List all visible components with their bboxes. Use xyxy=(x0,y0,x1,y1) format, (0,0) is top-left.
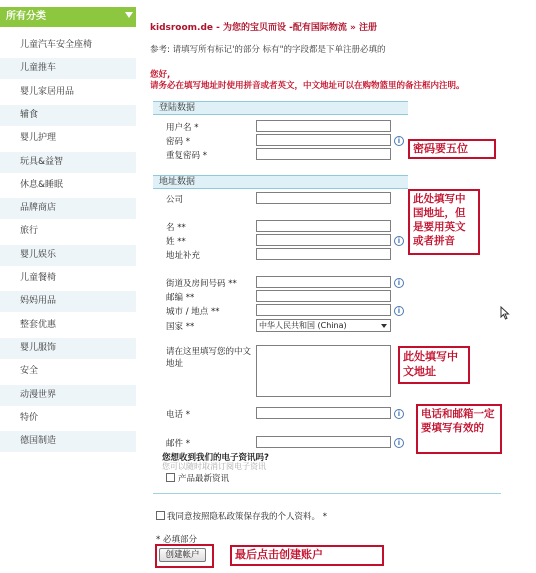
postcode-label: 邮编 ** xyxy=(166,293,195,303)
city-label: 城市 / 地点 ** xyxy=(166,307,220,317)
sidebar-item-label: 德国制造 xyxy=(20,436,57,447)
sidebar-item-label: 整套优惠 xyxy=(20,319,57,330)
repeat-password-input[interactable] xyxy=(256,148,391,160)
sidebar-item[interactable] xyxy=(0,268,136,289)
warning-message: 请务必在填写地址时使用拼音或者英文，中文地址可以在购物篮里的备注框内注明。 xyxy=(150,81,465,91)
city-input[interactable] xyxy=(256,304,391,316)
mouse-cursor-icon xyxy=(500,306,510,320)
callout-password: 密码要五位 xyxy=(408,139,496,159)
callout-address: 此处填写中国地址，但是要用英文或者拼音 xyxy=(408,189,480,255)
email-info-icon[interactable]: i xyxy=(394,438,404,448)
sidebar-item[interactable] xyxy=(0,221,136,242)
address-extra-label: 地址补充 xyxy=(166,251,201,261)
sidebar-item[interactable] xyxy=(0,408,136,429)
sidebar-item-label: 旅行 xyxy=(20,226,39,237)
country-select-value: 中华人民共和国 (China) xyxy=(259,321,347,330)
login-section-title: 登陆数据 xyxy=(159,103,196,113)
category-header[interactable] xyxy=(0,7,136,27)
sidebar-item[interactable] xyxy=(0,315,136,336)
sidebar-item-label: 特价 xyxy=(20,412,39,423)
newsletter-hint: 您可以随时取消订阅电子资讯 xyxy=(162,462,266,471)
callout-phone-email: 电话和邮箱一定要填写有效的 xyxy=(416,404,502,454)
newsletter-question: 您想收到我们的电子资讯吗? xyxy=(162,453,269,463)
address-section-title: 地址数据 xyxy=(159,177,196,187)
country-select[interactable] xyxy=(256,319,391,332)
country-label: 国家 ** xyxy=(166,322,195,332)
first-name-input[interactable] xyxy=(256,220,391,232)
password-label: 密码 * xyxy=(166,137,190,147)
phone-info-icon[interactable]: i xyxy=(394,409,404,419)
repeat-password-label: 重复密码 * xyxy=(166,151,207,161)
sidebar-item[interactable] xyxy=(0,361,136,382)
street-input[interactable] xyxy=(256,276,391,288)
create-account-button[interactable]: 创建帐户 xyxy=(159,548,206,562)
sidebar-item-label: 安全 xyxy=(20,366,39,377)
street-label: 街道及房间号码 ** xyxy=(166,279,237,289)
sidebar-item[interactable] xyxy=(0,431,136,452)
address-extra-input[interactable] xyxy=(256,248,391,260)
newsletter-checkbox[interactable] xyxy=(166,473,175,482)
password-input[interactable] xyxy=(256,134,391,146)
sidebar-item-label: 婴儿服饰 xyxy=(20,342,57,353)
address-section-header xyxy=(153,175,408,189)
username-input[interactable] xyxy=(256,120,391,132)
company-input[interactable] xyxy=(256,192,391,204)
chinese-address-textarea[interactable] xyxy=(256,345,391,397)
required-part-note: * 必填部分 xyxy=(156,535,197,545)
sidebar-item-label: 儿童推车 xyxy=(20,63,57,74)
password-info-icon[interactable]: i xyxy=(394,136,404,146)
phone-input[interactable] xyxy=(256,407,391,419)
chevron-down-icon[interactable] xyxy=(125,12,133,18)
divider xyxy=(153,493,501,494)
postcode-input[interactable] xyxy=(256,290,391,302)
phone-label: 电话 * xyxy=(166,410,190,420)
category-header-label: 所有分类 xyxy=(6,11,46,22)
sidebar-item-label: 品牌商店 xyxy=(20,203,57,214)
breadcrumb: kidsroom.de - 为您的宝贝而设 -配有国际物流 » 注册 xyxy=(150,23,377,33)
sidebar-item-label: 妈妈用品 xyxy=(20,296,57,307)
sidebar-item[interactable] xyxy=(0,385,136,406)
chinese-address-label: 请在这里填写您的中文地址 xyxy=(166,347,252,369)
callout-chinese: 此处填写中文地址 xyxy=(398,346,470,384)
sidebar-item-label: 婴儿娱乐 xyxy=(20,249,57,260)
sidebar-item[interactable] xyxy=(0,338,136,359)
username-label: 用户名 * xyxy=(166,123,199,133)
sidebar-item[interactable] xyxy=(0,82,136,103)
sidebar-item-label: 动漫世界 xyxy=(20,389,57,400)
privacy-checkbox[interactable] xyxy=(156,511,165,520)
company-label: 公司 xyxy=(166,195,184,205)
last-name-input[interactable] xyxy=(256,234,391,246)
dropdown-arrow-icon[interactable] xyxy=(381,324,387,328)
warning-greeting: 您好, xyxy=(150,70,171,80)
sidebar-item[interactable] xyxy=(0,152,136,173)
sidebar-item[interactable] xyxy=(0,58,136,79)
sidebar-item[interactable] xyxy=(0,245,136,266)
sidebar-item-label: 婴儿护理 xyxy=(20,133,57,144)
callout-final: 最后点击创建账户 xyxy=(230,545,384,566)
sidebar-item[interactable] xyxy=(0,35,136,56)
sidebar-item-label: 儿童餐椅 xyxy=(20,273,57,283)
sidebar-item-label: 休息&睡眠 xyxy=(20,179,64,190)
sidebar-item[interactable] xyxy=(0,291,136,312)
required-note: 参考: 请填写所有标记'的部分 标有"的字段都是下单注册必填的 xyxy=(150,45,386,55)
sidebar-item-label: 辅食 xyxy=(20,109,39,120)
email-input[interactable] xyxy=(256,436,391,448)
first-name-label: 名 ** xyxy=(166,223,186,233)
sidebar-item[interactable] xyxy=(0,128,136,149)
name-info-icon[interactable]: i xyxy=(394,236,404,246)
sidebar-item[interactable] xyxy=(0,105,136,126)
category-sidebar xyxy=(0,0,138,573)
sidebar-item-label: 儿童汽车安全座椅 xyxy=(20,40,93,50)
sidebar-item[interactable] xyxy=(0,175,136,196)
email-label: 邮件 * xyxy=(166,439,190,449)
sidebar-item-label: 玩具&益智 xyxy=(20,156,64,167)
privacy-label: 我同意按照隐私政策保存我的个人资料。 * xyxy=(167,512,327,522)
city-info-icon[interactable]: i xyxy=(394,306,404,316)
last-name-label: 姓 ** xyxy=(166,237,186,247)
sidebar-item-label: 婴儿家居用品 xyxy=(20,86,75,97)
street-info-icon[interactable]: i xyxy=(394,278,404,288)
newsletter-option-label: 产品最新资讯 xyxy=(178,474,230,484)
sidebar-item[interactable] xyxy=(0,198,136,219)
login-section-header xyxy=(153,101,408,115)
